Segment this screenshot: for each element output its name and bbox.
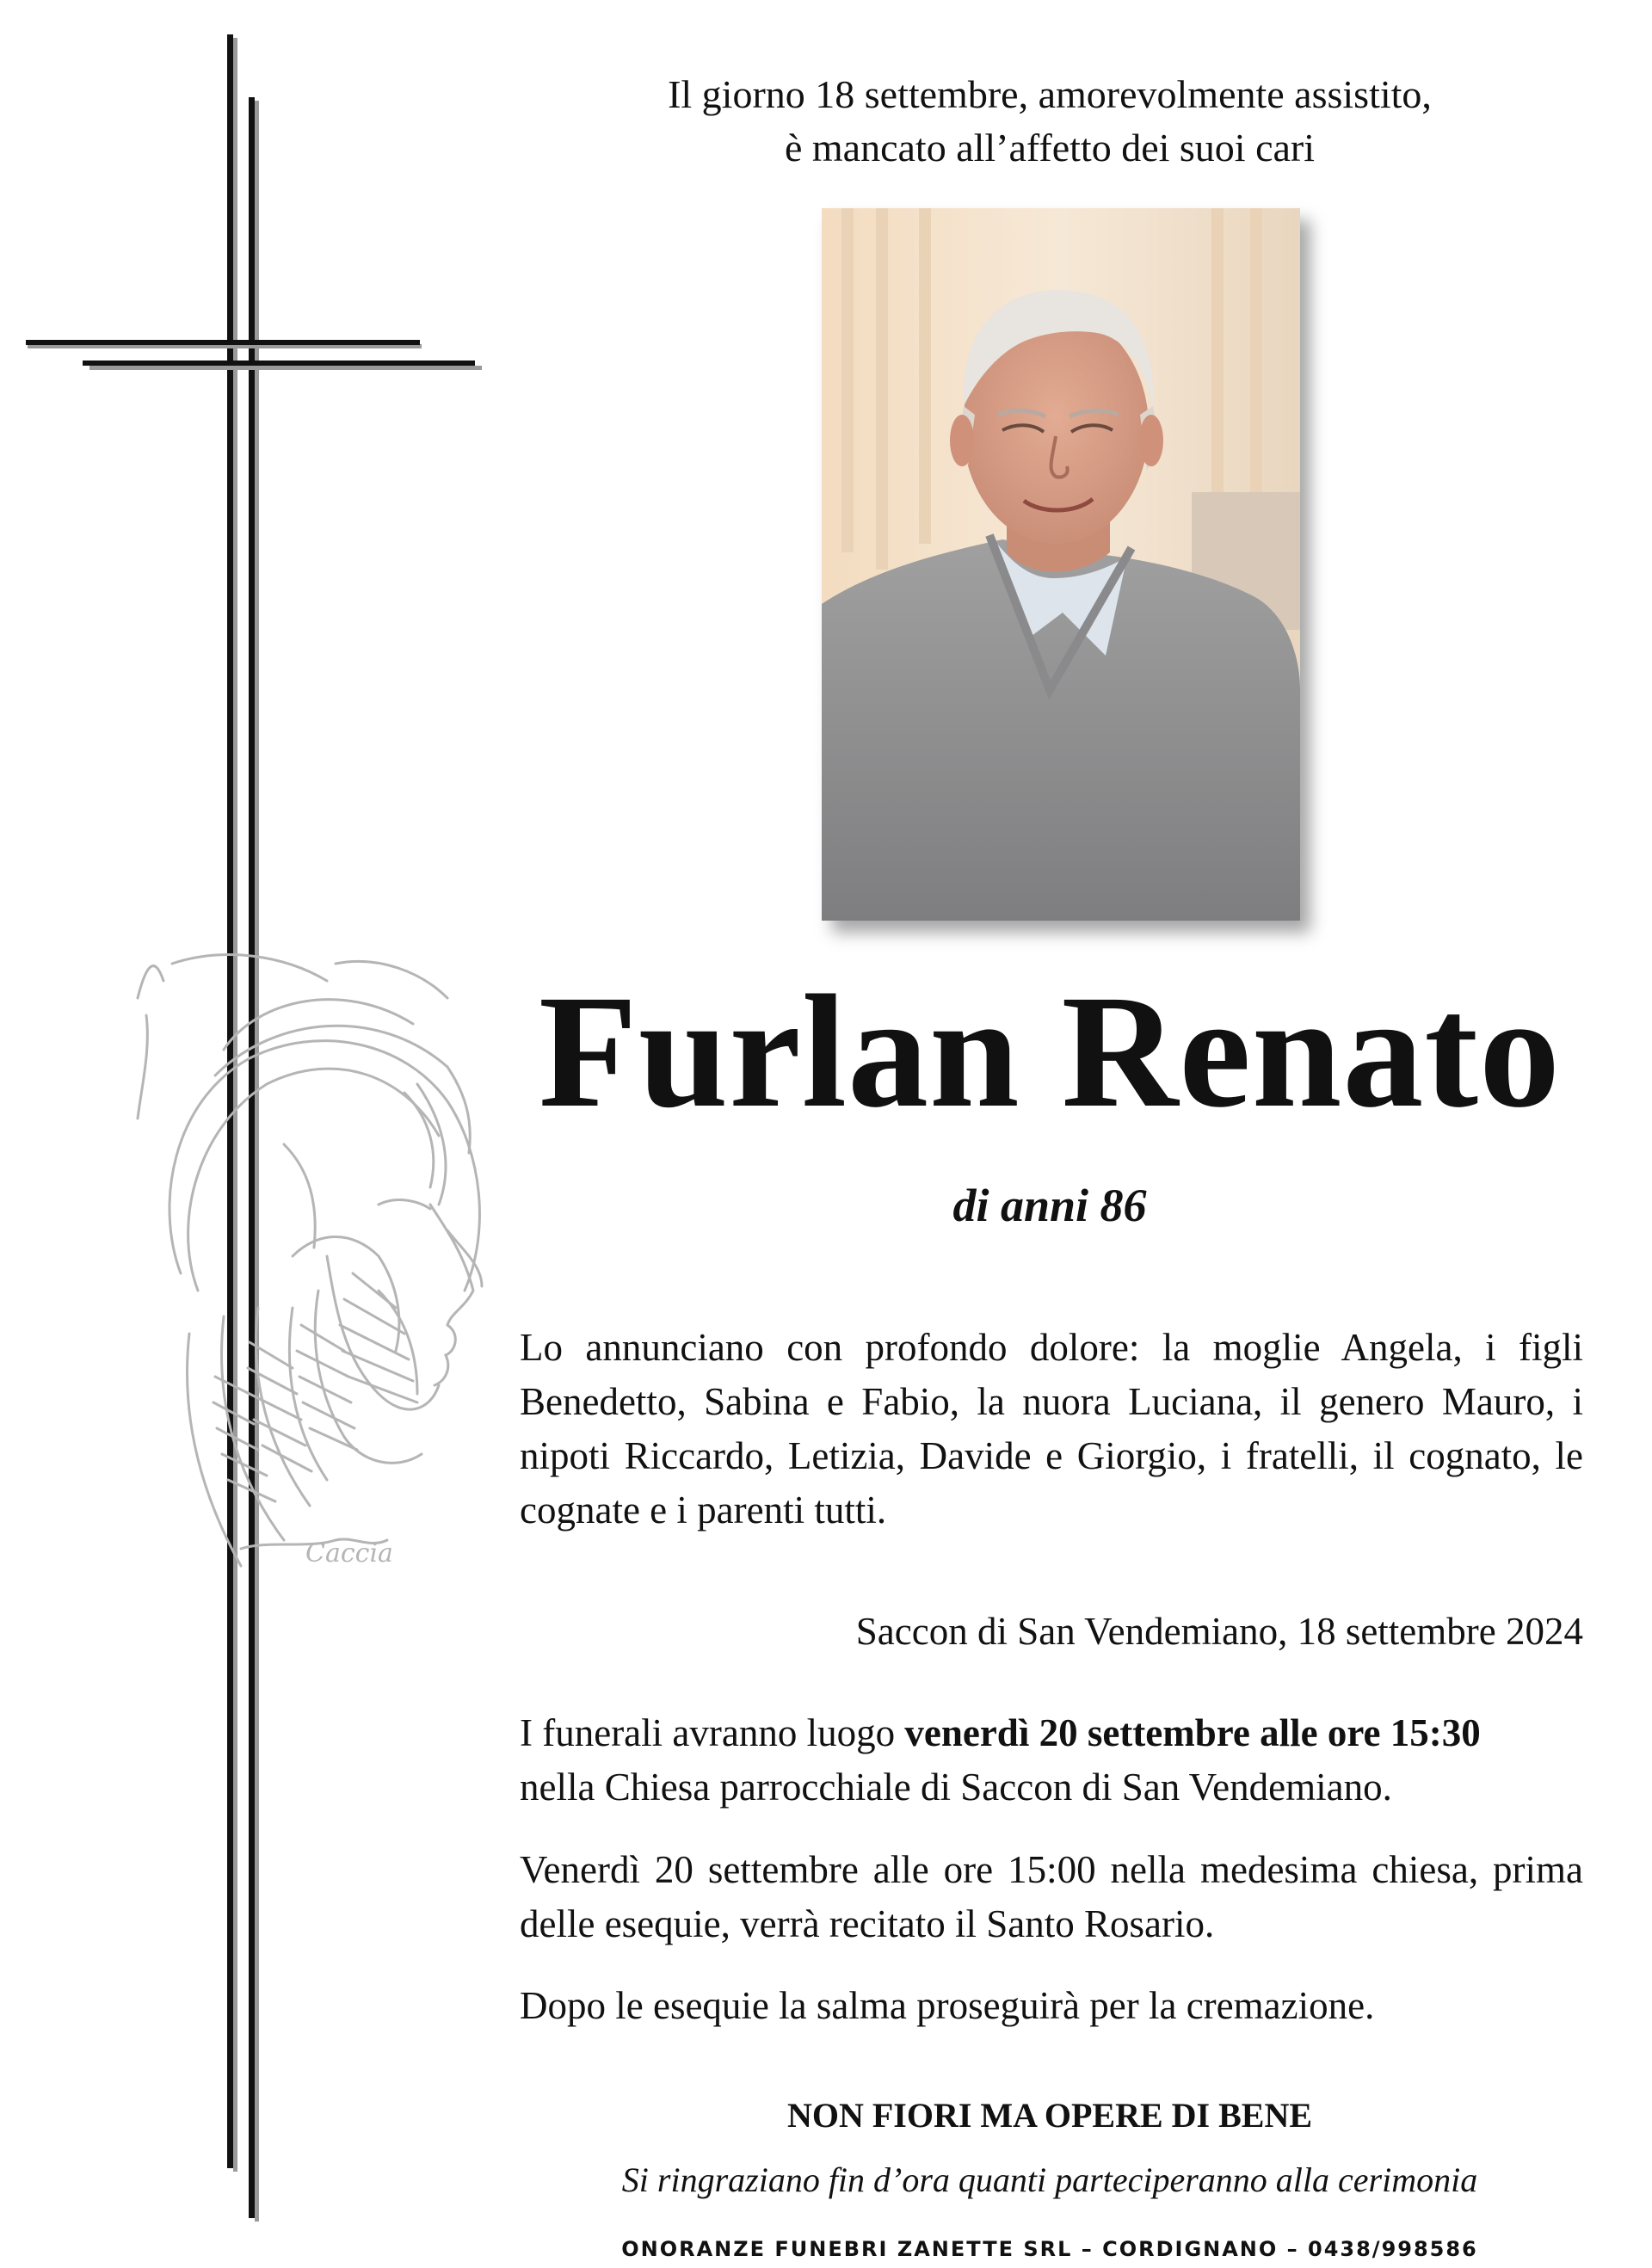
funeral-datetime: venerdì 20 settembre alle ore 15:30 <box>904 1711 1481 1754</box>
thanks-note: Si ringraziano fin d’ora quanti parteciperanno alla cerimonia <box>621 2160 1478 2199</box>
portrait-photo <box>822 208 1300 921</box>
place-date: Saccon di San Vendemiano, 18 settembre 2024 <box>855 1610 1583 1653</box>
no-flowers-note: NON FIORI MA OPERE DI BENE <box>786 2096 1313 2135</box>
funeral-prefix: I funerali avranno luogo <box>520 1711 905 1754</box>
deceased-name: Furlan Renato <box>539 961 1561 1141</box>
intro-line-2: è mancato all’affetto dei suoi cari <box>784 126 1316 169</box>
portrait-photo-icon <box>822 208 1300 921</box>
funeral-info <box>520 1706 1583 1815</box>
intro-line-1: Il giorno 18 settembre, amorevolmente assistito, <box>668 72 1432 116</box>
rosary-info: Venerdì 20 settembre alle ore 15:00 nella medesima chiesa, prima delle esequie, verrà recitato il Santo Rosario. <box>520 1848 1583 1945</box>
announcement-text: Lo annunciano con profondo dolore: la moglie Angela, i figli Benedetto, Sabina e Fabio, la nuora Luciana, il genero Mauro, i nipoti Riccardo, Letizia, Davide e Giorgio, i fratelli, il cognato, le cognate e i parenti tutti. <box>520 1326 1583 1532</box>
christ-face-sketch-icon <box>120 946 499 1600</box>
funeral-location: nella Chiesa parrocchiale di Saccon di San Vendemiano. <box>520 1766 1392 1809</box>
cremation-info: Dopo le esequie la salma proseguirà per la cremazione. <box>520 1984 1375 2027</box>
funeral-home-footer: ONORANZE FUNEBRI ZANETTE SRL – CORDIGNANO – 0438/998586 <box>621 2237 1478 2261</box>
deceased-age: di anni 86 <box>952 1180 1147 1231</box>
sketch-signature: Caccia <box>305 1538 393 1568</box>
